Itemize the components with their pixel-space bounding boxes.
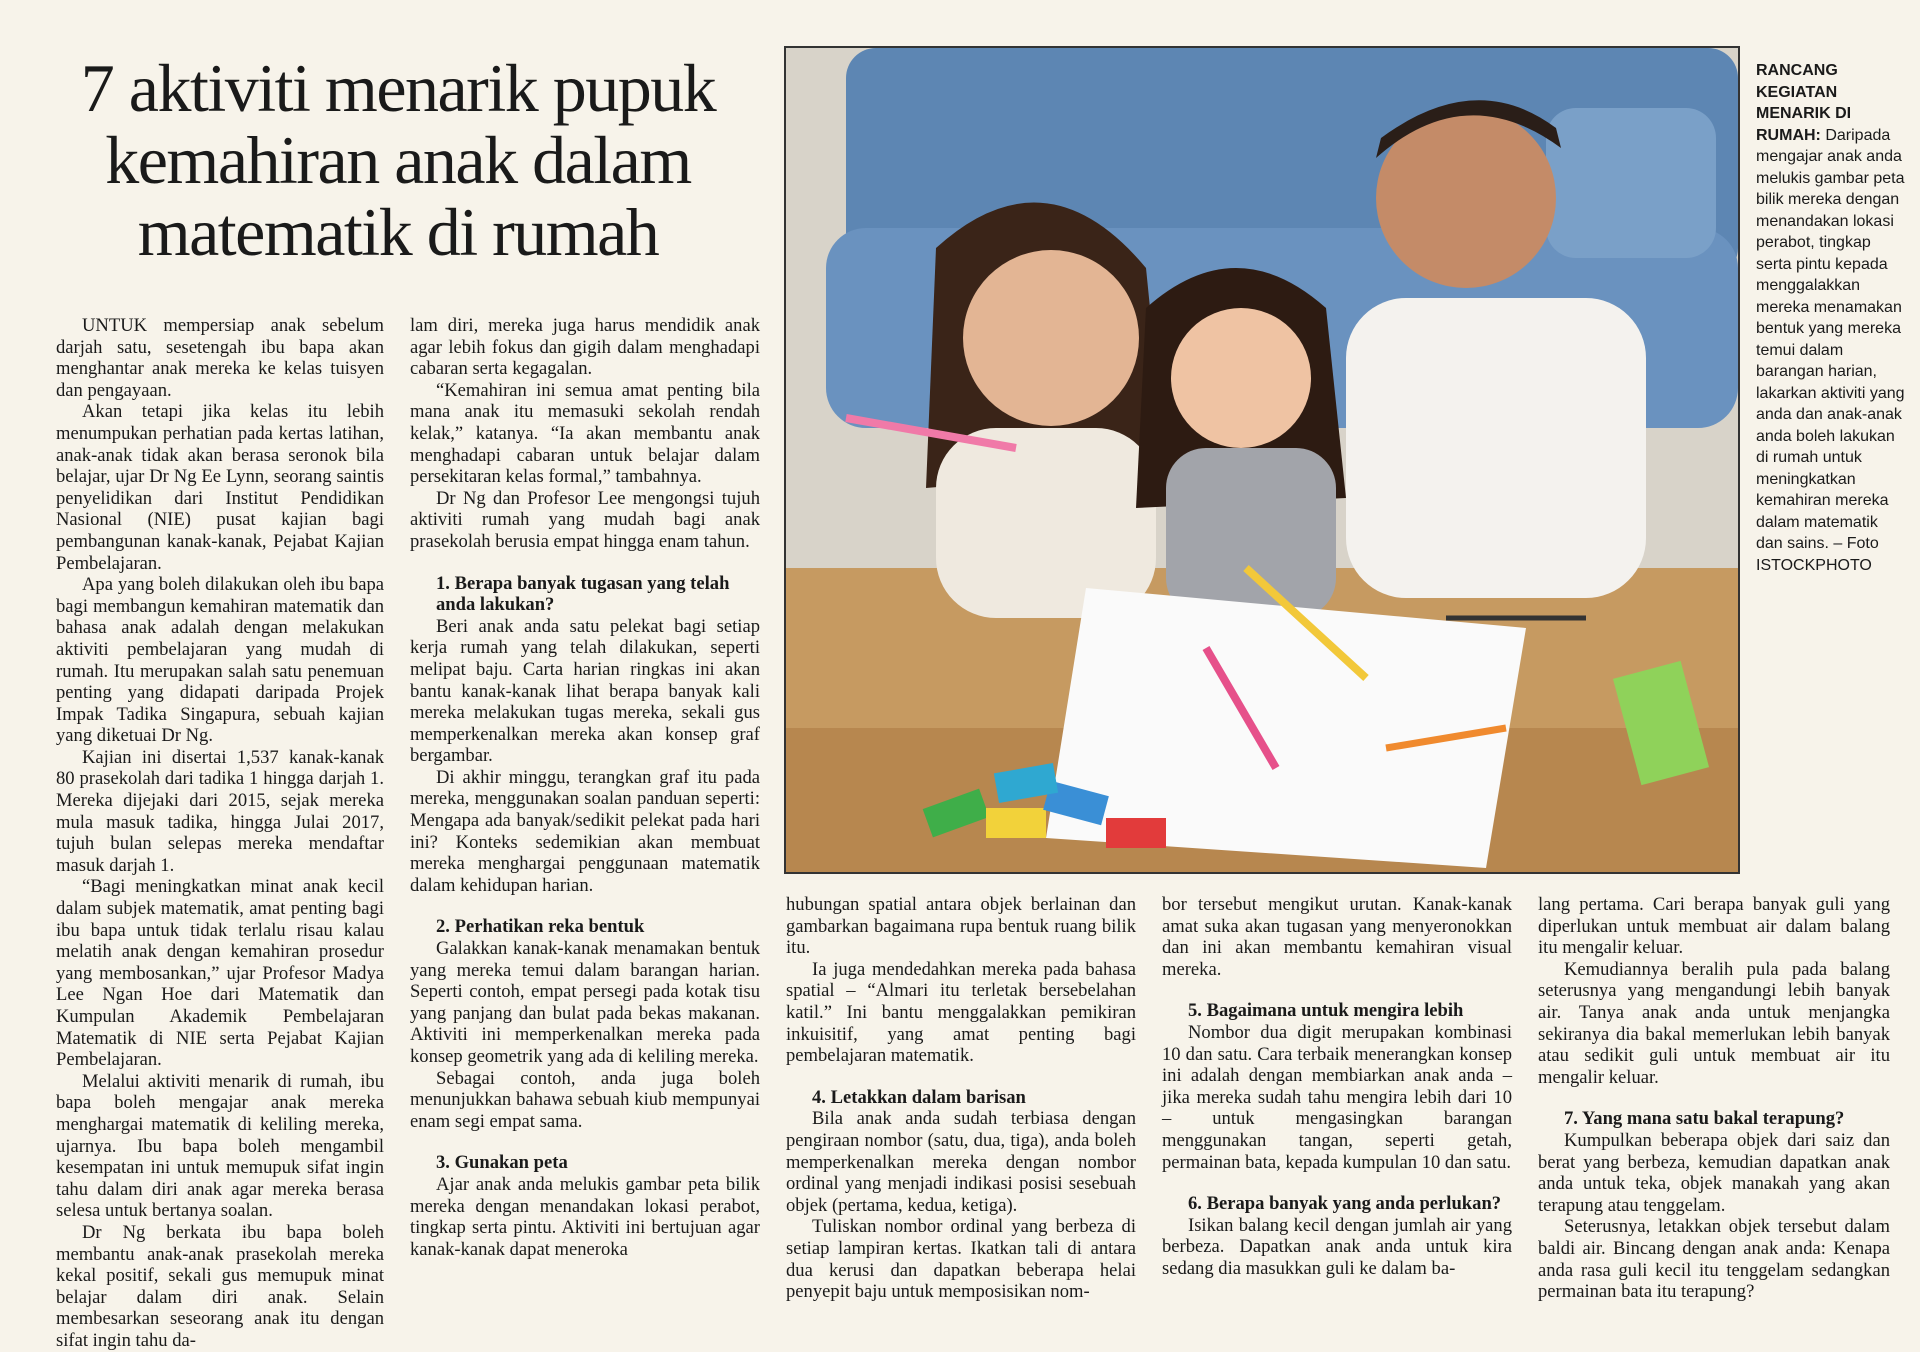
family-photo: [784, 46, 1740, 874]
paragraph: lam diri, mereka juga harus mendidik anak agar lebih fokus dan gigih dalam menghadapi cabaran serta kegagalan.: [410, 315, 760, 380]
paragraph: “Kemahiran ini semua amat penting bila mana anak itu memasuki sekolah rendah kelak,” katanya. “Ia akan membantu anak menghadapi cabaran untuk belajar dalam persekitaran kelas formal,” tambahnya.: [410, 379, 760, 488]
paragraph: Tuliskan nombor ordinal yang berbeza di setiap lampiran kertas. Ikatkan tali di antara dua kerusi dan dapatkan beberapa helai penyepit baju untuk memposisikan nom-: [786, 1216, 1136, 1303]
column-1: [56, 315, 384, 1352]
paragraph: Kajian ini disertai 1,537 kanak-kanak 80 prasekolah dari tadika 1 hingga darjah 1. Mereka dijejaki dari 2015, sejak mereka mula masuk tadika, hingga Julai 2017, tujuh bulan selepas mereka mendaftar masuk darjah 1.: [56, 746, 384, 876]
subheading-6: 6. Berapa banyak yang anda perlukan?: [1188, 1193, 1502, 1215]
paragraph: UNTUK mempersiap anak sebelum darjah satu, sesetengah ibu bapa akan menghantar anak mereka ke kelas tuisyen dan pengayaan.: [56, 315, 384, 401]
subheading-2: 2. Perhatikan reka bentuk: [436, 916, 645, 938]
paragraph: Di akhir minggu, terangkan graf itu pada mereka, menggunakan soalan panduan seperti: Mengapa ada banyak/sedikit pelekat pada hari ini? Konteks sedemikian akan membuat mereka menghargai penggunaan matematik dalam kehidupan harian.: [410, 766, 760, 896]
paragraph: Akan tetapi jika kelas itu lebih menumpukan perhatian pada kertas latihan, anak-anak tidak akan berasa seronok bila belajar, ujar Dr Ng Ee Lynn, seorang saintis penyelidikan dari Institut Pendidikan Nasional (NIE) pusat kajian bagi pembangunan kanak-kanak, Pejabat Kajian Pembelajaran.: [56, 401, 384, 574]
paragraph: Kumpulkan beberapa objek dari saiz dan berat yang berbeza, kemudian dapatkan anak anda untuk teka, objek manakah yang akan terapung atau tenggelam.: [1538, 1129, 1890, 1216]
paragraph: Bila anak anda sudah terbiasa dengan pengiraan nombor (satu, dua, tiga), anda boleh memperkenalkan mereka dengan nombor ordinal yang menjadi indikasi posisi sesebuah objek (pertama, kedua, ketiga).: [786, 1108, 1136, 1216]
paragraph: Isikan balang kecil dengan jumlah air yang berbeza. Dapatkan anak anda untuk kira sedang dia masukkan guli ke dalam ba-: [1162, 1214, 1512, 1279]
paragraph: Seterusnya, letakkan objek tersebut dalam baldi air. Bincang dengan anak anda: Kenapa anda rasa guli kecil itu tenggelam sedangkan permainan bata itu terapung?: [1538, 1216, 1890, 1303]
subheading-5: 5. Bagaimana untuk mengira lebih: [1188, 1000, 1464, 1022]
column-3: [786, 894, 1136, 1303]
paragraph: lang pertama. Cari berapa banyak guli yang diperlukan untuk membuat air dalam balang itu mengalir keluar.: [1538, 894, 1890, 959]
paragraph: Nombor dua digit merupakan kombinasi 10 dan satu. Cara terbaik menerangkan konsep ini adalah dengan membiarkan anak anda – jika mereka sudah tahu mengira lebih dari 10 – untuk mengasingkan barangan menggunakan tangan, seperti getah, permainan bata, kepada kumpulan 10 dan satu.: [1162, 1021, 1512, 1173]
paragraph: Melalui aktiviti menarik di rumah, ibu bapa boleh mengajar anak mereka menghargai matematik di keliling mereka, ujarnya. Ibu bapa boleh mengambil kesempatan ini untuk memupuk sifat ingin tahu dalam diri anak agar mereka berasa selesa untuk bertanya soalan.: [56, 1070, 384, 1222]
paragraph: Ajar anak anda melukis gambar peta bilik mereka dengan menandakan lokasi perabot, tingkap serta pintu. Aktiviti ini bertujuan agar kanak-kanak dapat meneroka: [410, 1173, 760, 1260]
headline: 7 aktiviti menarik pupuk kemahiran anak dalam matematik di rumah: [80, 50, 716, 270]
caption-lead: RANCANG KEGIATAN MENARIK DI RUMAH:: [1756, 62, 1852, 144]
paragraph: Kemudiannya beralih pula pada balang seterusnya yang mengandungi lebih banyak air. Tanya anak anda untuk menjangka sekiranya dia bakal memerlukan lebih banyak atau sedikit guli untuk membuat air itu mengalir keluar.: [1538, 958, 1890, 1088]
paragraph: Dr Ng berkata ibu bapa boleh membantu anak-anak prasekolah mereka kekal positif, sekali gus memupuk minat belajar dalam diri anak. Selain membesarkan seseorang anak itu dengan sifat ingin tahu da-: [56, 1221, 384, 1351]
paragraph: Dr Ng dan Profesor Lee mengongsi tujuh aktiviti rumah yang mudah bagi anak prasekolah berusia empat hingga enam tahun.: [410, 487, 760, 552]
subheading-1: 1. Berapa banyak tugasan yang telah anda lakukan?: [436, 572, 730, 616]
photo-caption: [1756, 60, 1906, 576]
paragraph: Apa yang boleh dilakukan oleh ibu bapa bagi membangun kemahiran matematik dan bahasa anak adalah dengan melakukan aktiviti pembelajaran yang mudah di rumah. Itu merupakan salah satu penemuan penting yang didapati daripada Projek Impak Tadika Singapura, sebuah kajian yang diketuai Dr Ng.: [56, 574, 384, 747]
paragraph: “Bagi meningkatkan minat anak kecil dalam subjek matematik, amat penting bagi ibu bapa untuk tidak terlalu risau kalau melatih anak dengan kemahiran prosedur yang membosankan,” ujar Profesor Madya Lee Ngan Hoe dari Matematik dan Kumpulan Akademik Pembelajaran Matematik di NIE serta Pejabat Kajian Pembelajaran.: [56, 876, 384, 1071]
paragraph: Beri anak anda satu pelekat bagi setiap kerja rumah yang telah dilakukan, seperti melipat baju. Carta harian ringkas ini akan bantu kanak-kanak lihat berapa banyak kali mereka melakukan tugas mereka, sekali gus memperkenalkan mereka akan konsep graf bergambar.: [410, 615, 760, 767]
paragraph: Ia juga mendedahkan mereka pada bahasa spatial – “Almari itu terletak bersebelahan katil.” Ini bantu menggalakkan pemikiran inkuisitif, yang amat penting bagi pembelajaran matematik.: [786, 958, 1136, 1067]
column-2: [410, 315, 760, 1260]
paragraph: hubungan spatial antara objek berlainan dan gambarkan bagaimana rupa bentuk ruang bilik itu.: [786, 894, 1136, 959]
subheading-7: 7. Yang mana satu bakal terapung?: [1564, 1108, 1845, 1130]
column-5: [1538, 894, 1890, 1303]
caption-text: Daripada mengajar anak anda melukis gambar peta bilik mereka dengan menandakan lokasi perabot, tingkap serta pintu kepada menggalakkan mereka menamakan bentuk yang mereka temui dalam barangan harian, lakarkan aktiviti yang anda dan anak-anak anda boleh lakukan di rumah untuk meningkatkan kemahiran mereka dalam matematik dan sains. – Foto ISTOCKPHOTO: [1756, 126, 1905, 574]
subheading-4: 4. Letakkan dalam barisan: [812, 1086, 1026, 1108]
paragraph: Galakkan kanak-kanak menamakan bentuk yang mereka temui dalam barangan harian. Seperti contoh, empat persegi pada kotak tisu yang panjang dan bulat pada bekas makanan. Aktiviti ini memperkenalkan mereka pada konsep geometrik yang ada di keliling mereka.: [410, 938, 760, 1067]
paragraph: Sebagai contoh, anda juga boleh menunjukkan bahawa sebuah kiub mempunyai enam segi empat sama.: [410, 1067, 760, 1132]
column-4: [1162, 894, 1512, 1280]
subheading-3: 3. Gunakan peta: [436, 1152, 568, 1174]
paragraph: bor tersebut mengikut urutan. Kanak-kanak amat suka akan tugasan yang menyeronokkan dan ini akan membantu kemahiran visual mereka.: [1162, 894, 1512, 980]
